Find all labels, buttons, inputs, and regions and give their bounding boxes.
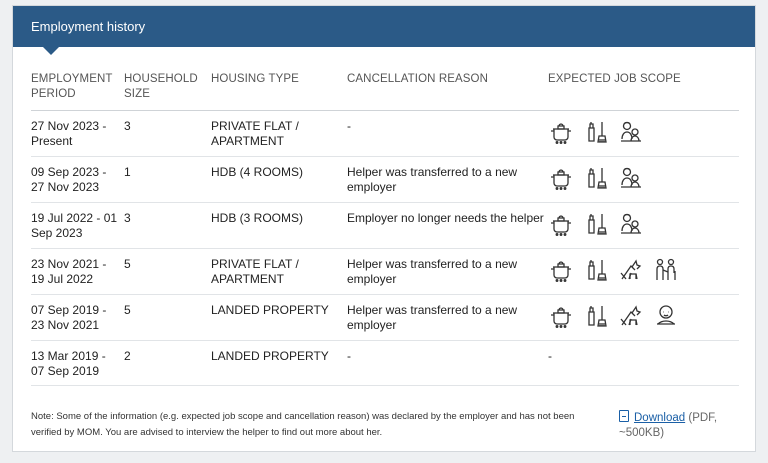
housing-type-cell: LANDED PROPERTY	[211, 341, 347, 386]
job-scope-cell	[548, 203, 739, 249]
housing-type-cell: PRIVATE FLAT / APARTMENT	[211, 249, 347, 295]
housing-type-cell: HDB (3 ROOMS)	[211, 203, 347, 249]
job-scope-icons	[548, 119, 735, 145]
job-scope-icons	[548, 257, 735, 283]
employment-period-cell: 23 Nov 2021 - 19 Jul 2022	[31, 249, 124, 295]
pet-care-icon	[618, 303, 644, 329]
card-footer	[31, 409, 739, 441]
job-scope-cell	[548, 295, 739, 341]
employment-period-cell: 27 Nov 2023 - Present	[31, 111, 124, 157]
employment-period-cell: 09 Sep 2023 - 27 Nov 2023	[31, 157, 124, 203]
job-scope-cell	[548, 157, 739, 203]
header-employment-period: EMPLOYMENT PERIOD	[31, 72, 124, 111]
table-row	[31, 249, 739, 295]
cancellation-reason-cell: Helper was transferred to a new employer	[347, 295, 548, 341]
job-scope-cell	[548, 341, 739, 386]
child-care-icon	[618, 119, 644, 145]
job-scope-cell	[548, 111, 739, 157]
household-size-cell: 3	[124, 203, 211, 249]
cooking-icon	[548, 257, 574, 283]
job-scope-icons	[548, 165, 735, 191]
cancellation-reason-cell: -	[347, 111, 548, 157]
job-scope-icons	[548, 211, 735, 237]
job-scope-cell	[548, 249, 739, 295]
elderly-care-icon	[653, 257, 679, 283]
household-size-cell: 3	[124, 111, 211, 157]
employment-period-cell: 13 Mar 2019 - 07 Sep 2019	[31, 341, 124, 386]
header-expected-job-scope: EXPECTED JOB SCOPE	[548, 72, 739, 111]
household-size-cell: 1	[124, 157, 211, 203]
cooking-icon	[548, 211, 574, 237]
employment-table-wrapper	[31, 72, 739, 386]
card-title: Employment history	[31, 19, 146, 34]
header-housing-type: HOUSING TYPE	[211, 72, 347, 111]
header-household-size: HOUSEHOLD SIZE	[124, 72, 211, 111]
table-row	[31, 111, 739, 157]
job-scope-icons	[548, 303, 735, 329]
cancellation-reason-cell: Employer no longer needs the helper	[347, 203, 548, 249]
disclaimer-note: Note: Some of the information (e.g. expected job scope and cancellation reason) was declared by the employer and has not been verified by MOM. You are advised to interview the helper to find out more about her.	[31, 411, 575, 438]
cancellation-reason-cell: -	[347, 341, 548, 386]
table-row	[31, 203, 739, 249]
housing-type-cell: PRIVATE FLAT / APARTMENT	[211, 111, 347, 157]
table-header-row	[31, 72, 739, 111]
document-icon	[619, 410, 629, 422]
employment-table	[31, 72, 739, 386]
cancellation-reason-cell: Helper was transferred to a new employer	[347, 249, 548, 295]
housework-icon	[583, 119, 609, 145]
housing-type-cell: HDB (4 ROOMS)	[211, 157, 347, 203]
cooking-icon	[548, 165, 574, 191]
infant-care-icon	[653, 303, 679, 329]
household-size-cell: 5	[124, 295, 211, 341]
housework-icon	[583, 211, 609, 237]
cooking-icon	[548, 303, 574, 329]
job-scope-text: -	[548, 349, 552, 363]
household-size-cell: 5	[124, 249, 211, 295]
header-cancellation-reason: CANCELLATION REASON	[347, 72, 548, 111]
card-header	[13, 6, 755, 47]
table-row	[31, 341, 739, 386]
housework-icon	[583, 257, 609, 283]
table-row	[31, 157, 739, 203]
employment-period-cell: 07 Sep 2019 - 23 Nov 2021	[31, 295, 124, 341]
download-meta: (PDF, ~500KB)	[619, 412, 718, 439]
cooking-icon	[548, 119, 574, 145]
housing-type-cell: LANDED PROPERTY	[211, 295, 347, 341]
housework-icon	[583, 303, 609, 329]
download-link[interactable]: Download	[634, 412, 686, 424]
employment-period-cell: 19 Jul 2022 - 01 Sep 2023	[31, 203, 124, 249]
housework-icon	[583, 165, 609, 191]
employment-history-card	[12, 5, 756, 452]
table-row	[31, 295, 739, 341]
child-care-icon	[618, 211, 644, 237]
cancellation-reason-cell: Helper was transferred to a new employer	[347, 157, 548, 203]
household-size-cell: 2	[124, 341, 211, 386]
child-care-icon	[618, 165, 644, 191]
download-section	[619, 410, 739, 441]
pet-care-icon	[618, 257, 644, 283]
